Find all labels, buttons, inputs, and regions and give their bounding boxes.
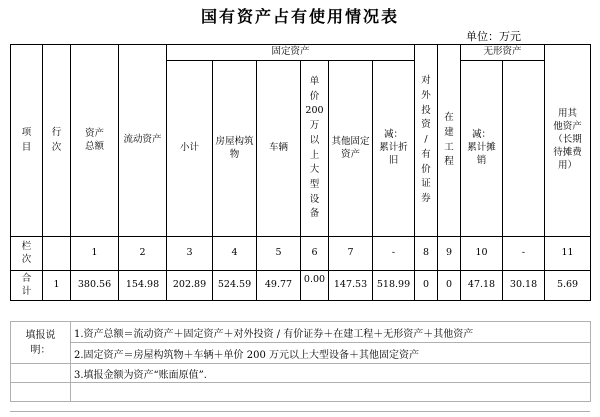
total-cell: 524.59: [213, 271, 257, 301]
note-line: 3.填报金额为资产“账面原值”.: [71, 364, 591, 383]
total-cell: 0: [415, 271, 438, 301]
header-total-assets: 资产 总额: [71, 45, 119, 237]
notes-spacer: [11, 364, 71, 383]
header-subtotal: 小计: [167, 61, 213, 237]
col-row-cell: 4: [213, 237, 257, 271]
header-other-fixed: 其他固定 资产: [329, 61, 373, 237]
total-cell: 47.18: [461, 271, 503, 301]
total-cell: 30.18: [503, 271, 545, 301]
col-row-cell: 11: [545, 237, 591, 271]
note-line: 2.固定资产＝房屋构筑物＋车辆＋单价 200 万元以上大型设备＋其他固定资产: [71, 343, 591, 364]
report-title: 国有资产占有使用情况表: [200, 7, 399, 26]
column-number-row: [11, 237, 591, 271]
col-row-cell: 7: [329, 237, 373, 271]
col-row-cell: 9: [438, 237, 461, 271]
header-buildings: 房屋构筑 物: [213, 61, 257, 237]
total-row: [11, 271, 591, 301]
header-row-no: 行 次: [43, 45, 71, 237]
total-cell: 1: [43, 271, 71, 301]
total-cell: 147.53: [329, 271, 373, 301]
col-row-cell: 6: [301, 237, 329, 271]
header-investment: 对 外 投 资 / 有 价 证 券: [415, 45, 438, 237]
total-cell: 202.89: [167, 271, 213, 301]
asset-table: [10, 44, 591, 301]
col-row-cell: -: [373, 237, 415, 271]
col-row-cell: [43, 237, 71, 271]
total-cell: 5.69: [545, 271, 591, 301]
header-other-assets: 用其 他资产 （长期 待摊费 用）: [545, 45, 591, 237]
col-row-cell: 8: [415, 237, 438, 271]
header-depreciation: 减： 累计折 旧: [373, 61, 415, 237]
col-row-cell: 1: [71, 237, 119, 271]
total-row-label: 合 计: [11, 271, 43, 301]
col-row-cell: 10: [461, 237, 503, 271]
bottom-rule: [10, 411, 590, 412]
unit-label: 单位：万元: [466, 30, 521, 43]
col-row-cell: 2: [119, 237, 167, 271]
header-large-equipment: 单 价 200 万 以 上 大 型 设 备: [301, 61, 329, 237]
header-intangible: 无形资产: [461, 45, 545, 61]
total-cell: 518.99: [373, 271, 415, 301]
notes-label: 填报说 明：: [11, 322, 71, 364]
notes-table: [10, 321, 591, 402]
header-fixed-assets: 固定资产: [167, 45, 415, 61]
col-row-cell: 3: [167, 237, 213, 271]
total-cell: 380.56: [71, 271, 119, 301]
note-line: 1.资产总额＝流动资产＋固定资产＋对外投资 / 有价证券＋在建工程＋无形资产＋其他资产: [71, 322, 591, 343]
total-cell: 49.77: [257, 271, 301, 301]
total-cell: 0: [438, 271, 461, 301]
total-cell: 154.98: [119, 271, 167, 301]
col-row-label: 栏 次: [11, 237, 43, 271]
header-item: 项 目: [11, 45, 43, 237]
header-current-assets: 流动资产: [119, 45, 167, 237]
notes-empty-row: [71, 383, 591, 402]
total-cell: 0.00: [301, 271, 329, 301]
header-vehicles: 车辆: [257, 61, 301, 237]
notes-spacer: [11, 383, 71, 402]
col-row-cell: 5: [257, 237, 301, 271]
header-amortization: 减： 累计摊 销: [461, 61, 503, 237]
col-row-cell: -: [503, 237, 545, 271]
header-construction: 在 建 工 程: [438, 45, 461, 237]
